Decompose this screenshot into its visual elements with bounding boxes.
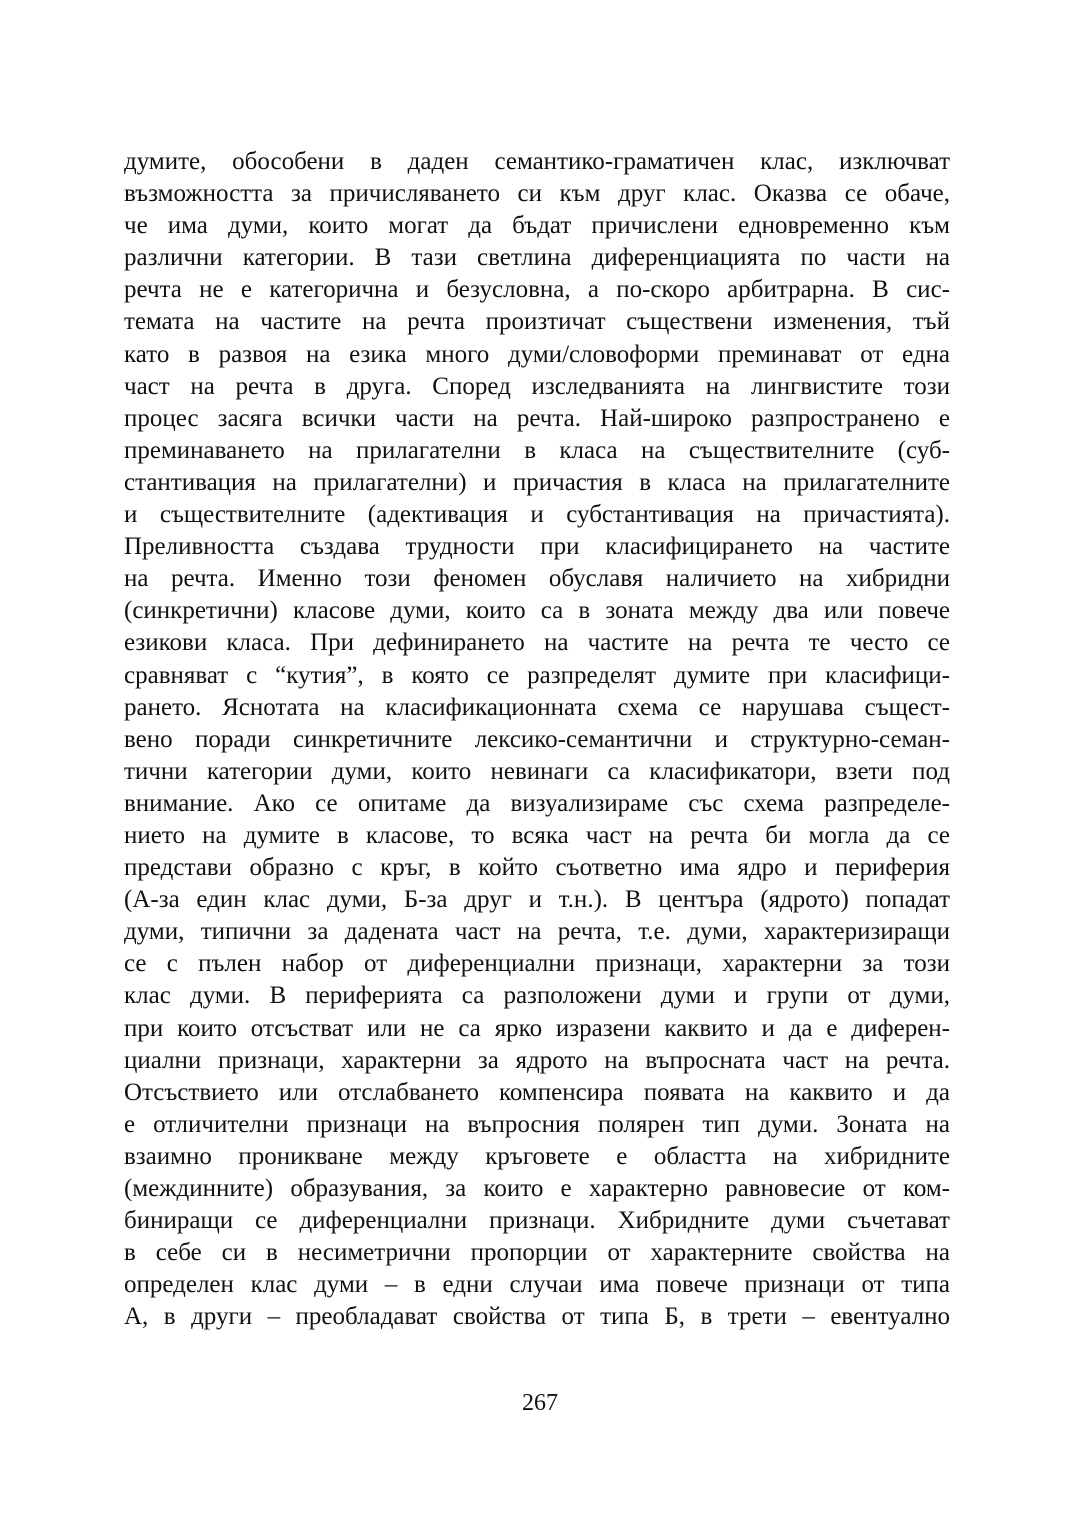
text-line: процес засяга всички части на речта. Най-широко разпространено е bbox=[124, 404, 950, 432]
text-line: определен клас думи – в едни случаи има повече признаци от типа bbox=[124, 1271, 950, 1299]
text-line: сравняват с “кутия”, в която се разпределят думите при класифици- bbox=[124, 661, 950, 689]
text-line: речта не е категорична и безусловна, а по-скоро арбитрарна. В сис- bbox=[124, 276, 950, 304]
text-line: представи образно с кръг, в който съответно има ядро и периферия bbox=[124, 854, 950, 882]
text-line: възможността за причисляването си към друг клас. Оказва се обаче, bbox=[124, 180, 950, 208]
text-line: различни категории. В тази светлина диференциацията по части на bbox=[124, 244, 950, 272]
text-line: (синкретични) класове думи, които са в зоната между два или повече bbox=[124, 597, 950, 625]
text-line: рането. Яснотата на класификационната схема се нарушава същест- bbox=[124, 693, 950, 721]
text-line: нието на думите в класове, то всяка част на речта би могла да се bbox=[124, 821, 950, 849]
text-line: в себе си в несиметрични пропорции от характерните свойства на bbox=[124, 1239, 950, 1267]
text-line: Отсъствието или отслабването компенсира появата на каквито и да bbox=[124, 1078, 950, 1106]
text-line: А, в други – преобладават свойства от типа Б, в трети – евентуално bbox=[124, 1303, 950, 1331]
body-text bbox=[124, 146, 950, 1333]
text-line: е отличителни признаци на въпросния полярен тип думи. Зоната на bbox=[124, 1110, 950, 1138]
text-line: (А-за един клас думи, Б-за друг и т.н.). В центъра (ядрото) попадат bbox=[124, 886, 950, 914]
text-line: думите, обособени в даден семантико-граматичен клас, изключват bbox=[124, 148, 950, 175]
text-line: биниращи се диференциални признаци. Хибридните думи съчетават bbox=[124, 1207, 950, 1235]
text-line: клас думи. В периферията са разположени думи и групи от думи, bbox=[124, 982, 950, 1010]
text-line: (междинните) образувания, за които е характерно равновесие от ком- bbox=[124, 1175, 950, 1202]
text-line: езикови класа. При дефинирането на частите на речта те често се bbox=[124, 629, 950, 657]
text-line: и съществителните (адективация и субстантивация на причастията). bbox=[124, 501, 950, 529]
text-line: стантивация на прилагателни) и причастия в класа на прилагателните bbox=[124, 468, 950, 496]
text-line: темата на частите на речта произтичат съществени изменения, тъй bbox=[124, 308, 950, 336]
text-line: внимание. Ако се опитаме да визуализираме със схема разпределе- bbox=[124, 789, 950, 817]
text-line: че има думи, които могат да бъдат причислени едновременно към bbox=[124, 212, 950, 240]
text-line: преминаването на прилагателни в класа на съществителните (суб- bbox=[124, 436, 950, 464]
page-number: 267 bbox=[522, 1390, 558, 1416]
text-line: думи, типични за дадената част на речта, т.е. думи, характеризиращи bbox=[124, 918, 950, 946]
text-line: тични категории думи, които невинаги са класификатори, взети под bbox=[124, 757, 950, 785]
text-line: циални признаци, характерни за ядрото на въпросната част на речта. bbox=[124, 1046, 950, 1074]
text-line: като в развоя на езика много думи/словоформи преминават от една bbox=[124, 340, 950, 368]
text-line: взаимно проникване между кръговете е областта на хибридните bbox=[124, 1142, 950, 1170]
text-line: Преливността създава трудности при класифицирането на частите bbox=[124, 533, 950, 561]
text-line: вено поради синкретичните лексико-семантични и структурно-семан- bbox=[124, 725, 950, 753]
text-line: на речта. Именно този феномен обуславя наличието на хибридни bbox=[124, 565, 950, 593]
text-line: се с пълен набор от диференциални признаци, характерни за този bbox=[124, 950, 950, 978]
text-line: част на речта в друга. Според изследванията на лингвистите този bbox=[124, 372, 950, 400]
text-line: при които отсъстват или не са ярко изразени каквито и да е диферен- bbox=[124, 1014, 950, 1042]
